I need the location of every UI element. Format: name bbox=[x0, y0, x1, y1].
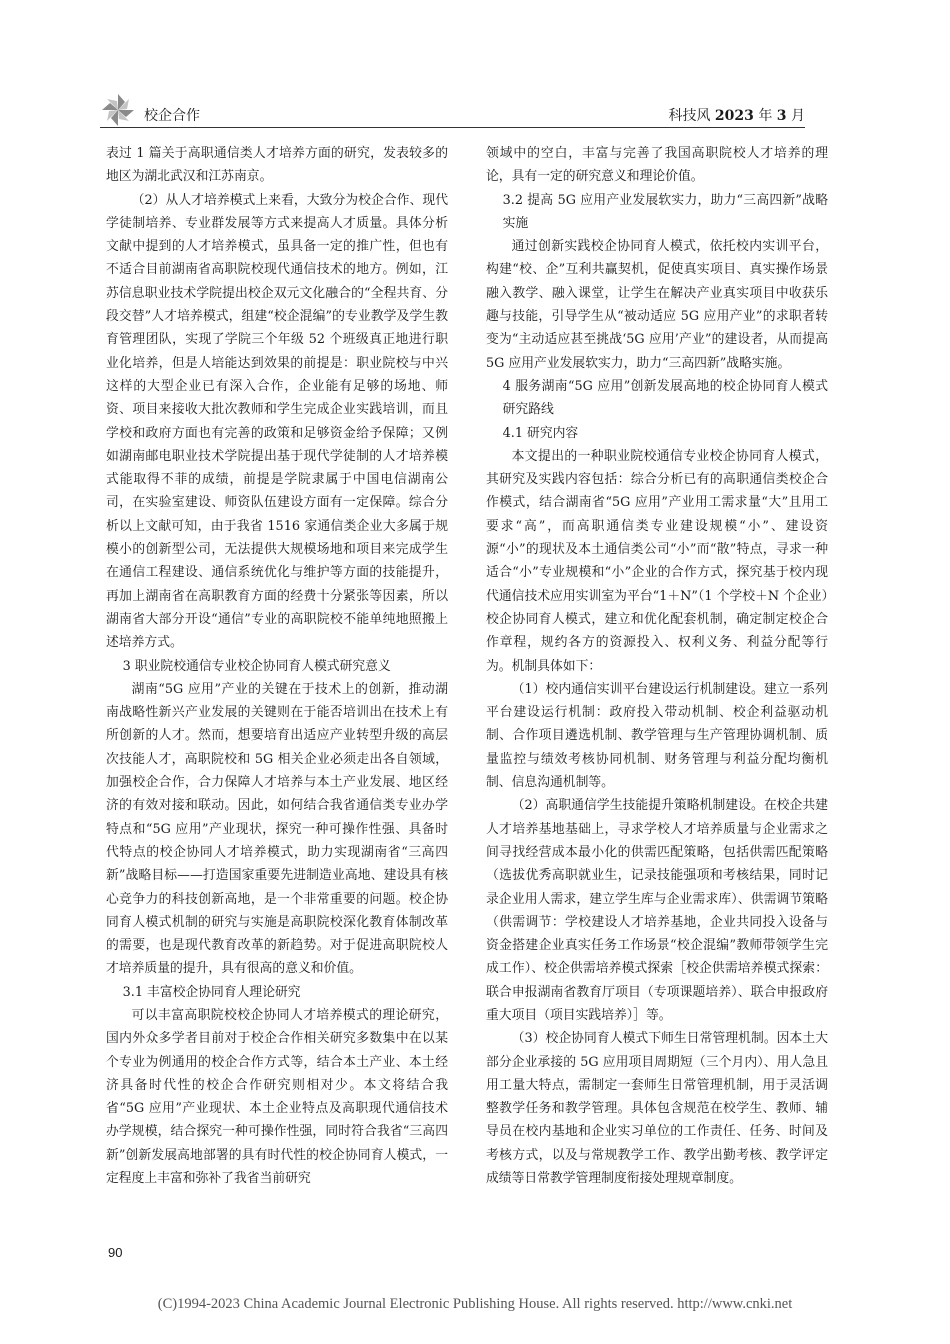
paragraph: 湖南“5G 应用”产业的关键在于技术上的创新，推动湖南战略性新兴产业发展的关键则在于能否培训出在技术上有所创新的人才。然而，想要培育出适应产业转型升级的高层次技能人才，高职院校和 5G 相关企业必须走出各自领域，加强校企合作，合力保障人才培养与本土产业发展、地区经济的有效对接和联动。因此，如何结合我省通信类专业办学特点和“5G 应用”产业现状，探究一种可操作性强、具备时代特点的校企协同人才培养模式，助力实现湖南省“三高四新”战略目标——打造国家重要先进制造业高地、建设具有核心竞争力的科技创新高地，是一个非常重要的问题。校企协同育人模式机制的研究与实施是高职院校深化教育体制改革的需要，也是现代教育改革的新趋势。对于促进高职院校人才培养质量的提升，具有很高的意义和价值。 bbox=[106, 681, 448, 977]
section-label: 校企合作 bbox=[144, 108, 200, 124]
journal-month-unit: 月 bbox=[786, 108, 805, 124]
subsection-heading: 4.1 研究内容 bbox=[502, 425, 579, 441]
paragraph: 表过 1 篇关于高职通信类人才培养方面的研究，发表较多的地区为湖北武汉和江苏南京。 bbox=[106, 146, 448, 185]
journal-issue bbox=[668, 105, 805, 125]
paragraph: 领域中的空白，丰富与完善了我国高职院校人才培养的理论，具有一定的研究意义和理论价值。 bbox=[486, 146, 828, 185]
paragraph: 可以丰富高职院校校企协同人才培养模式的理论研究，国内外众多学者目前对于校企合作相关研究多数集中在以某个专业为例通用的校企合作方式等，结合本土产业、本土经济具备时代性的校企合作研究则相对少。本文将结合我省“5G 应用”产业现状、本土企业特点及高职现代通信技术办学规模，结合探究一种可操作性强，同时符合我省“三高四新”创新发展高地部署的具有时代性的校企协同育人模式，一定程度上丰富和弥补了我省当前研究 bbox=[106, 1007, 448, 1187]
copyright-footer: (C)1994-2023 China Academic Journal Electronic Publishing House. All rights reserved. http://www.cnki.net bbox=[157, 1296, 793, 1312]
journal-year: 2023 bbox=[714, 108, 754, 124]
paragraph: 通过创新实践校企协同育人模式，依托校内实训平台，构建“校、企”互利共赢契机，促使真实项目、真实操作场景融入教学、融入课堂，让学生在解决产业真实项目中收获乐趣与技能，引导学生从“被动适应 5G 应用产业”的求职者转变为“主动适应甚至挑战‘5G 应用’产业”的建设者，从而提高 5G 应用产业发展软实力，助力“三高四新”战略实施。 bbox=[486, 239, 828, 371]
page-number: 90 bbox=[108, 1245, 123, 1260]
paragraph: 本文提出的一种职业院校通信专业校企协同育人模式，其研究及实践内容包括：综合分析已有的高职通信类校企合作模式，结合湖南省“5G 应用”产业用工需求量“大”且用工要求“高”，而高职通信类专业建设规模“小”、建设资源“小”的现状及本土通信类公司“小”而“散”特点，寻求一种适合“小”专业规模和“小”企业的合作方式，探究基于校内现代通信技术应用实训室为平台“1＋N”（1 个学校＋N 个企业）校企协同育人模式，建立和优化配套机制，确定制定校企合作章程，规约各方的资源投入、权利义务、利益分配等行为。机制具体如下： bbox=[486, 448, 828, 674]
paragraph: （2）高职通信学生技能提升策略机制建设。在校企共建人才培养基地基础上，寻求学校人才培养质量与企业需求之间寻找经营成本最小化的供需匹配策略，包括供需匹配策略（选拔优秀高职就业生，记录技能强项和考核结果，同时记录企业用人需求，建立学生库与企业需求库）、供需调节策略（供需调节：学校建设人才培养基地，企业共同投入设备与资金搭建企业真实任务工作场景“校企混编”教师带领学生完成工作）、校企供需培养模式探索［校企供需培养模式探索：联合申报湖南省教育厅项目（专项课题培养）、联合申报政府重大项目（项目实践培养）］等。 bbox=[486, 798, 828, 1023]
subsection-heading: 3.2 提高 5G 应用产业发展软实力，助力“三高四新”战略实施 bbox=[502, 192, 828, 231]
right-column bbox=[486, 142, 828, 1190]
subsection-heading: 3.1 丰富校企协同育人理论研究 bbox=[122, 984, 301, 1000]
section-heading: 3 职业院校通信专业校企协同育人模式研究意义 bbox=[122, 658, 391, 674]
section-heading: 4 服务湖南“5G 应用”创新发展高地的校企协同育人模式研究路线 bbox=[502, 378, 828, 418]
journal-name: 科技风 bbox=[668, 108, 715, 124]
header-rule bbox=[100, 127, 805, 128]
journal-month: 3 bbox=[776, 108, 787, 124]
left-column bbox=[106, 142, 448, 1190]
paragraph: （3）校企协同育人模式下师生日常管理机制。因本土大部分企业承接的 5G 应用项目周期短（三个月内）、用人急且用工量大特点，需制定一套师生日常管理机制，用于灵活调整教学任务和教学管理。具体包含规范在校学生、教师、辅导员在校内基地和企业实习单位的工作责任、任务、时间及考核方式，以及与常规教学工作、教学出勤考核、教学评定成绩等日常教学管理制度衔接处理规章制度。 bbox=[486, 1031, 828, 1187]
pinwheel-logo-icon bbox=[100, 92, 136, 128]
journal-year-unit: 年 bbox=[753, 108, 777, 124]
paragraph: （1）校内通信实训平台建设运行机制建设。建立一系列平台建设运行机制：政府投入带动机制、校企利益驱动机制、合作项目遴选机制、教学管理与生产管理协调机制、质量监控与绩效考核协同机制、财务管理与利益分配均衡机制、信息沟通机制等。 bbox=[486, 681, 828, 791]
page-header bbox=[100, 90, 805, 130]
paragraph: （2）从人才培养模式上来看，大致分为校企合作、现代学徒制培养、专业群发展等方式来提高人才质量。具体分析文献中提到的人才培养模式，虽具备一定的推广性，但也有不适合目前湖南省高职院校现代通信技术的地方。例如，江苏信息职业技术学院提出校企双元文化融合的“全程共育、分段交替”人才培养模式，组建“校企混编”的专业教学及学生教育管理团队，实现了学院三个年级 52 个班级真正地进行职业化培养，但是人培能达到效果的前提是：职业院校与中兴这样的大型企业已有深入合作，企业能有足够的场地、师资、项目来接收大批次教师和学生完成企业实践培训，而且学校和政府方面也有完善的政策和足够资金给予保障；又例如湖南邮电职业技术学院提出基于现代学徒制的人才培养模式能取得不菲的成绩，前提是学院隶属于中国电信湖南公司，在实验室建设、师资队伍建设方面有一定保障。综合分析以上文献可知，由于我省 1516 家通信类企业大多属于规模小的创新型公司，无法提供大规模场地和项目来完成学生在通信工程建设、通信系统优化与维护等方面的技能提升，再加上湖南省在高职教育方面的经费十分紧张等因素，所以湖南省大部分开设“通信”专业的高职院校不能单纯地照搬上述培养方式。 bbox=[106, 192, 448, 651]
